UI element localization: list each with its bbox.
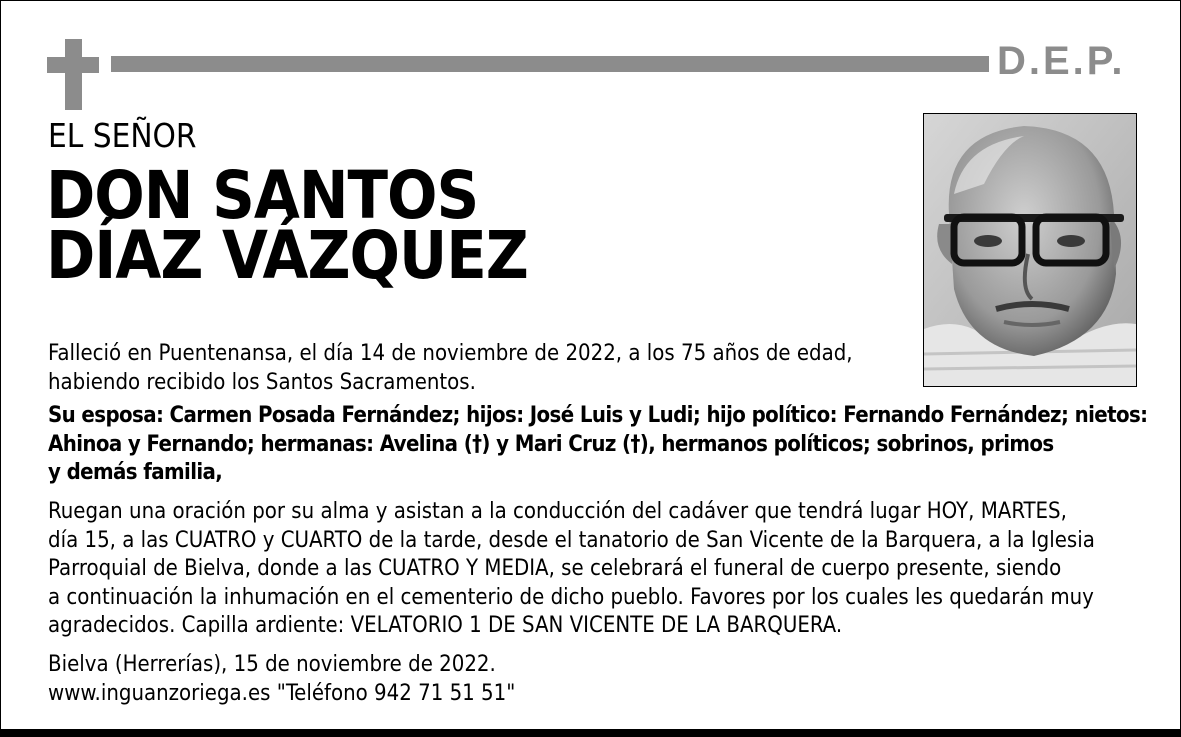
- name-line-2: DÍAZ VÁZQUEZ: [46, 217, 528, 294]
- prayer-line: día 15, a las CUATRO y CUARTO de la tarde, desde el tanatorio de San Vicente de la Barquera, a la Iglesia: [48, 527, 1095, 553]
- portrait-photo: [923, 113, 1137, 387]
- name-line-1: DON SANTOS: [46, 157, 479, 234]
- prayer-line: a continuación la inhumación en el cementerio de dicho pueblo. Favores por los cuales les quedarán muy: [48, 584, 1094, 610]
- family-list: [48, 402, 1147, 488]
- death-line: Falleció en Puentenansa, el día 14 de noviembre de 2022, a los 75 años de edad,: [48, 341, 853, 366]
- prayer-line: agradecidos. Capilla ardiente: VELATORIO 1 DE SAN VICENTE DE LA BARQUERA.: [48, 613, 843, 638]
- funeral-details: [48, 498, 1095, 641]
- prayer-line: Parroquial de Bielva, donde a las CUATRO Y MEDIA, se celebrará el funeral de cuerpo presente, siendo: [48, 556, 1062, 581]
- footer: [48, 651, 515, 708]
- dep-label: D.E.P.: [997, 39, 1126, 83]
- place-date: Bielva (Herrerías), 15 de noviembre de 2022.: [48, 652, 496, 677]
- header-rule: [111, 56, 989, 72]
- bottom-rule: [1, 729, 1180, 736]
- honorific: EL SEÑOR: [48, 116, 197, 155]
- death-statement: [48, 340, 853, 397]
- death-line: habiendo recibido los Santos Sacramentos.: [48, 369, 476, 395]
- family-line: y demás familia,: [48, 460, 223, 485]
- deceased-name: [46, 157, 528, 294]
- prayer-line: Ruegan una oración por su alma y asistan a la conducción del cadáver que tendrá lugar HOY, MARTES,: [48, 499, 1067, 524]
- family-line: Su esposa: Carmen Posada Fernández; hijos: José Luis y Ludi; hijo político: Fernando Fernández; nietos:: [48, 403, 1148, 428]
- cross-icon: [47, 39, 99, 110]
- contact-info: www.inguanzoriega.es "Teléfono 942 71 51 51": [48, 680, 516, 706]
- family-line: Ahinoa y Fernando; hermanas: Avelina (†) y Mari Cruz (†), hermanos políticos; sobrinos, primos: [48, 431, 1054, 457]
